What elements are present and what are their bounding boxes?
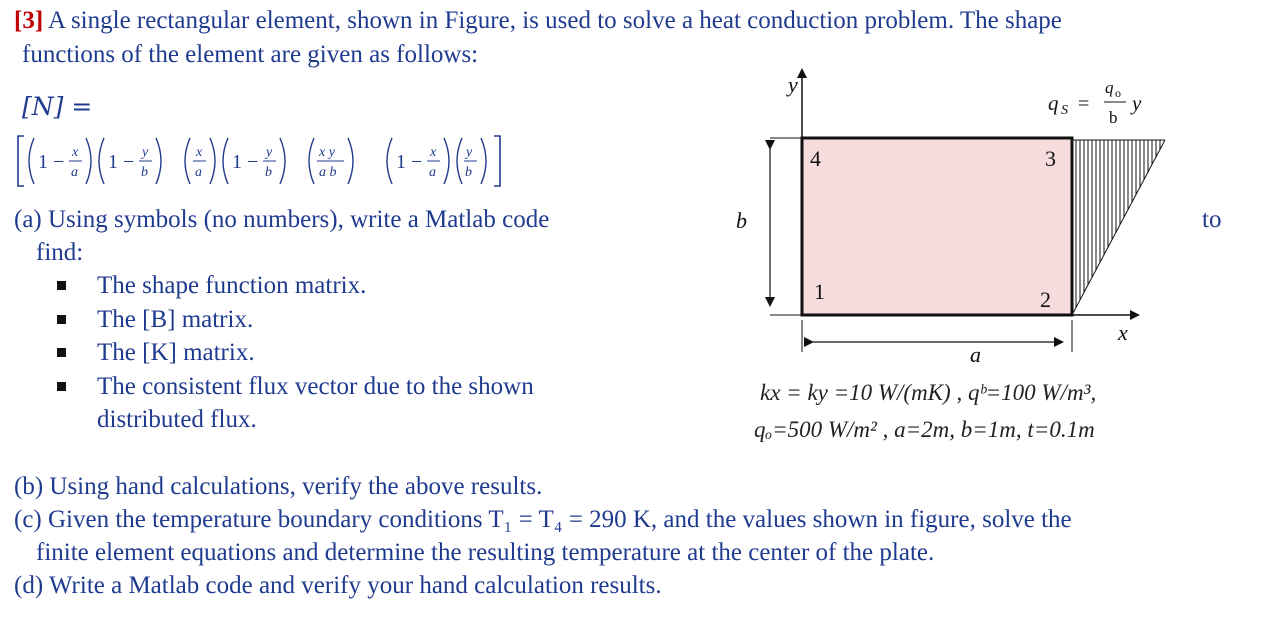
axis-y-label: y xyxy=(788,72,798,97)
svg-text:a: a xyxy=(195,165,202,180)
svg-text:S: S xyxy=(1061,103,1068,118)
node-1-label: 1 xyxy=(814,279,825,304)
flux-formula xyxy=(1048,78,1142,127)
svg-text:y: y xyxy=(266,145,273,160)
shape-function-lhs: [N] = xyxy=(22,92,93,121)
bullet-marker xyxy=(57,315,66,324)
svg-text:x: x xyxy=(430,145,437,160)
axis-x-label: x xyxy=(1118,320,1128,345)
intro-text: A single rectangular element, shown in Figure, is used to solve a heat conduction problem. The shape xyxy=(43,7,1062,34)
svg-text:1 −: 1 − xyxy=(108,151,135,173)
part-c-line1: (c) Given the temperature boundary conditions T₁ = T₄ = 290 K, and the values shown in figure, solve the xyxy=(14,506,1072,533)
part-d: (d) Write a Matlab code and verify your hand calculation results. xyxy=(14,572,662,599)
svg-text:a: a xyxy=(71,165,78,180)
svg-text:=: = xyxy=(1078,93,1090,115)
bullet-marker xyxy=(57,348,66,357)
part-c-line2: finite element equations and determine the resulting temperature at the center of the plate. xyxy=(36,539,935,566)
svg-text:x y: x y xyxy=(319,145,335,160)
bullet-item-flux-vector: The consistent flux vector due to the shown xyxy=(97,373,534,400)
node-3-label: 3 xyxy=(1045,146,1056,171)
bullet-marker xyxy=(57,382,66,391)
svg-text:a: a xyxy=(429,165,436,180)
svg-text:q: q xyxy=(1105,78,1114,97)
svg-text:y: y xyxy=(1132,91,1142,115)
bullet-item-k-matrix: The [K] matrix. xyxy=(97,339,255,366)
node-2-label: 2 xyxy=(1040,287,1051,312)
svg-text:q: q xyxy=(1048,91,1059,115)
svg-text:1 −: 1 − xyxy=(396,151,423,173)
problem-intro-line1 xyxy=(14,4,1062,37)
element-figure xyxy=(720,60,1200,380)
part-a-trailing-word: to xyxy=(1202,206,1222,233)
svg-text:b: b xyxy=(141,165,148,180)
part-b: (b) Using hand calculations, verify the above results. xyxy=(14,473,543,500)
svg-text:a b: a b xyxy=(319,165,337,180)
part-a-line2: find: xyxy=(36,239,84,266)
svg-text:b: b xyxy=(265,165,272,180)
svg-text:1 −: 1 − xyxy=(38,151,65,173)
shape-function-matrix xyxy=(14,132,664,190)
dimension-b-label: b xyxy=(736,208,747,233)
problem-intro-line2: functions of the element are given as follows: xyxy=(22,41,479,68)
svg-text:y: y xyxy=(142,145,149,160)
bullet-item-b-matrix: The [B] matrix. xyxy=(97,306,254,333)
params-line2: qₒ=500 W/m² , a=2m, b=1m, t=0.1m xyxy=(754,417,1095,442)
svg-text:y: y xyxy=(466,145,473,160)
params-line1: kx = ky =10 W/(mK) , qᵇ=100 W/m³, xyxy=(760,380,1097,405)
problem-number: [3] xyxy=(14,7,44,34)
svg-text:b: b xyxy=(465,165,472,180)
svg-text:1 −: 1 − xyxy=(232,151,259,173)
svg-text:x: x xyxy=(72,145,79,160)
bullet-item-flux-vector-cont: distributed flux. xyxy=(97,406,257,433)
svg-text:o: o xyxy=(1115,86,1121,100)
svg-text:b: b xyxy=(1109,108,1118,127)
bullet-item-shape-function: The shape function matrix. xyxy=(97,272,367,299)
part-a-line1: (a) Using symbols (no numbers), write a Matlab code xyxy=(14,206,550,233)
dimension-a-label: a xyxy=(970,342,981,367)
svg-text:x: x xyxy=(196,145,203,160)
bullet-marker xyxy=(57,281,66,290)
node-4-label: 4 xyxy=(810,146,821,171)
